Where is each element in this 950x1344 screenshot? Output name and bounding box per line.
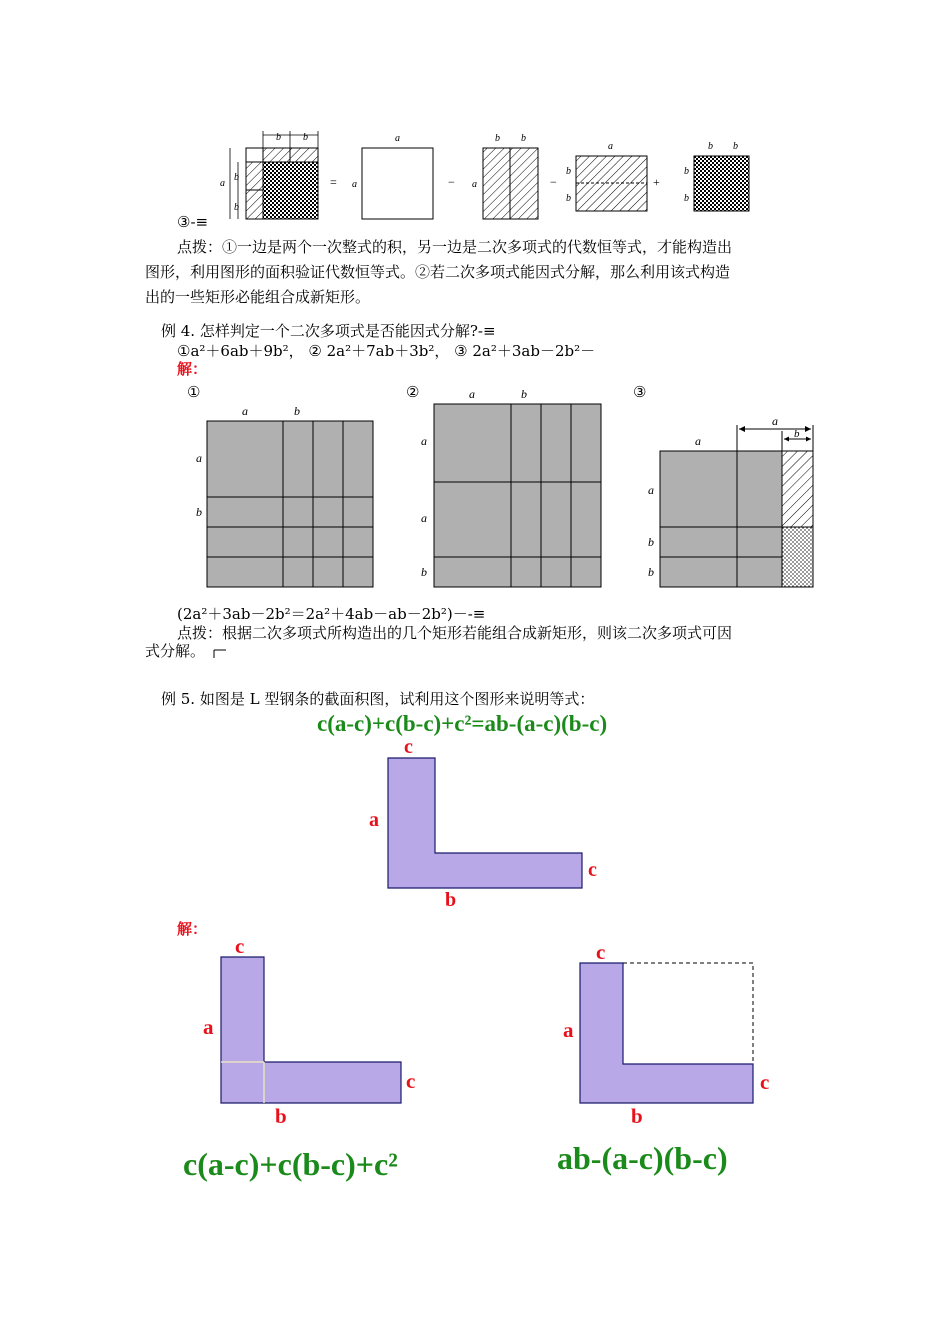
svg-text:c: c: [404, 736, 413, 758]
ex3-square-b: [684, 141, 749, 211]
svg-text:a: a: [203, 1015, 214, 1039]
svg-text:c: c: [596, 940, 606, 964]
svg-text:a: a: [421, 511, 427, 525]
ex4-figures: [190, 387, 830, 595]
ex4-tip-line-1: 点拨：根据二次多项式所构造出的几个矩形若能组合成新矩形，则该二次多项式可因: [177, 624, 733, 642]
svg-text:b: b: [684, 166, 689, 177]
ex5-right-figure: [555, 930, 785, 1130]
svg-text:b: b: [234, 172, 239, 183]
svg-text:a: a: [369, 809, 379, 831]
svg-text:a: a: [472, 179, 477, 190]
ex3-tip-line-2: 图形，利用图形的面积验证代数恒等式。②若二次多项式能因式分解，那么利用该式构造: [145, 263, 731, 281]
svg-text:b: b: [566, 166, 571, 177]
ex4-result: (2a²＋3ab－2b²＝2a²＋4ab－ab－2b²)－-≡: [177, 605, 486, 623]
ex3-tip-line-3: 出的一些矩形必能组合成新矩形。: [145, 288, 371, 306]
ex4-fig-label-1: ①: [187, 383, 201, 401]
svg-text:c: c: [588, 859, 597, 881]
svg-text:b: b: [631, 1104, 643, 1128]
ex4-solution-label: 解：: [177, 360, 208, 378]
ex3-tip-line-1: 点拨：①一边是两个一次整式的积，另一边是二次多项式的代数恒等式，才能构造出: [177, 238, 733, 256]
ex3-rect-ab-horizontal: [566, 141, 647, 211]
svg-text:b: b: [303, 132, 308, 143]
svg-text:b: b: [445, 889, 457, 911]
svg-text:a: a: [220, 178, 225, 189]
svg-text:a: a: [648, 483, 654, 497]
svg-text:c: c: [235, 934, 245, 958]
svg-text:a: a: [563, 1018, 574, 1042]
ex4-tip-line-2: 式分解。: [145, 642, 206, 660]
ex4-fig-label-3: ③: [633, 383, 647, 401]
svg-text:b: b: [521, 387, 527, 401]
svg-text:a: a: [772, 414, 778, 428]
ex4-title: 例 4. 怎样判定一个二次多项式是否能因式分解?-≡: [161, 322, 496, 340]
ex4-figure-1: [207, 421, 373, 587]
svg-text:a: a: [395, 133, 400, 144]
svg-text:b: b: [708, 141, 713, 152]
ex3-op-2: −: [448, 175, 455, 189]
ex3-op-3: −: [550, 175, 557, 189]
svg-text:b: b: [495, 133, 500, 144]
svg-text:b: b: [276, 132, 281, 143]
svg-text:b: b: [294, 404, 300, 418]
svg-text:a: a: [469, 387, 475, 401]
svg-text:a: a: [695, 434, 701, 448]
l-shape: [388, 758, 582, 888]
svg-text:b: b: [521, 133, 526, 144]
ex3-figure: [210, 128, 770, 228]
svg-text:b: b: [648, 565, 654, 579]
svg-text:b: b: [275, 1104, 287, 1128]
ex5-title: 例 5. 如图是 L 型钢条的截面积图，试利用这个图形来说明等式：: [161, 690, 595, 708]
ex4-figure-2: [434, 404, 601, 587]
ex5-right-expression: ab-(a-c)(b-c): [557, 1140, 728, 1176]
svg-text:a: a: [608, 141, 613, 152]
svg-text:b: b: [234, 202, 239, 213]
ex5-left-expression: c(a-c)+c(b-c)+c²: [183, 1146, 398, 1182]
svg-text:c: c: [406, 1069, 416, 1093]
ex3-composite-square: [220, 131, 318, 219]
svg-text:b: b: [794, 428, 800, 440]
svg-text:c: c: [760, 1070, 770, 1094]
ex3-rect-ab-vertical: [472, 133, 538, 219]
ex5-left-figure: [195, 930, 425, 1130]
ex3-square-a: [352, 133, 433, 219]
ex3-fig-label: ③-≡: [177, 213, 209, 231]
ex5-equation: c(a-c)+c(b-c)+c²=ab-(a-c)(b-c): [317, 711, 608, 736]
svg-text:b: b: [648, 535, 654, 549]
ex3-op-4: +: [653, 175, 660, 189]
svg-text:b: b: [196, 505, 202, 519]
svg-text:a: a: [196, 451, 202, 465]
svg-text:a: a: [242, 404, 248, 418]
svg-text:a: a: [421, 434, 427, 448]
svg-text:a: a: [352, 179, 357, 190]
svg-text:b: b: [566, 193, 571, 204]
svg-text:b: b: [684, 193, 689, 204]
ex4-figure-3: [660, 425, 813, 587]
svg-text:b: b: [733, 141, 738, 152]
paragraph-mark-icon: [212, 648, 228, 660]
ex4-fig-label-2: ②: [406, 383, 420, 401]
ex5-solution-label: 解：: [177, 920, 208, 938]
ex3-op-1: =: [330, 175, 337, 189]
ex5-main-figure: [360, 735, 610, 915]
ex4-polys: ①a²＋6ab＋9b²， ② 2a²＋7ab＋3b²， ③ 2a²＋3ab－2b²－: [177, 342, 596, 360]
svg-text:b: b: [421, 565, 427, 579]
